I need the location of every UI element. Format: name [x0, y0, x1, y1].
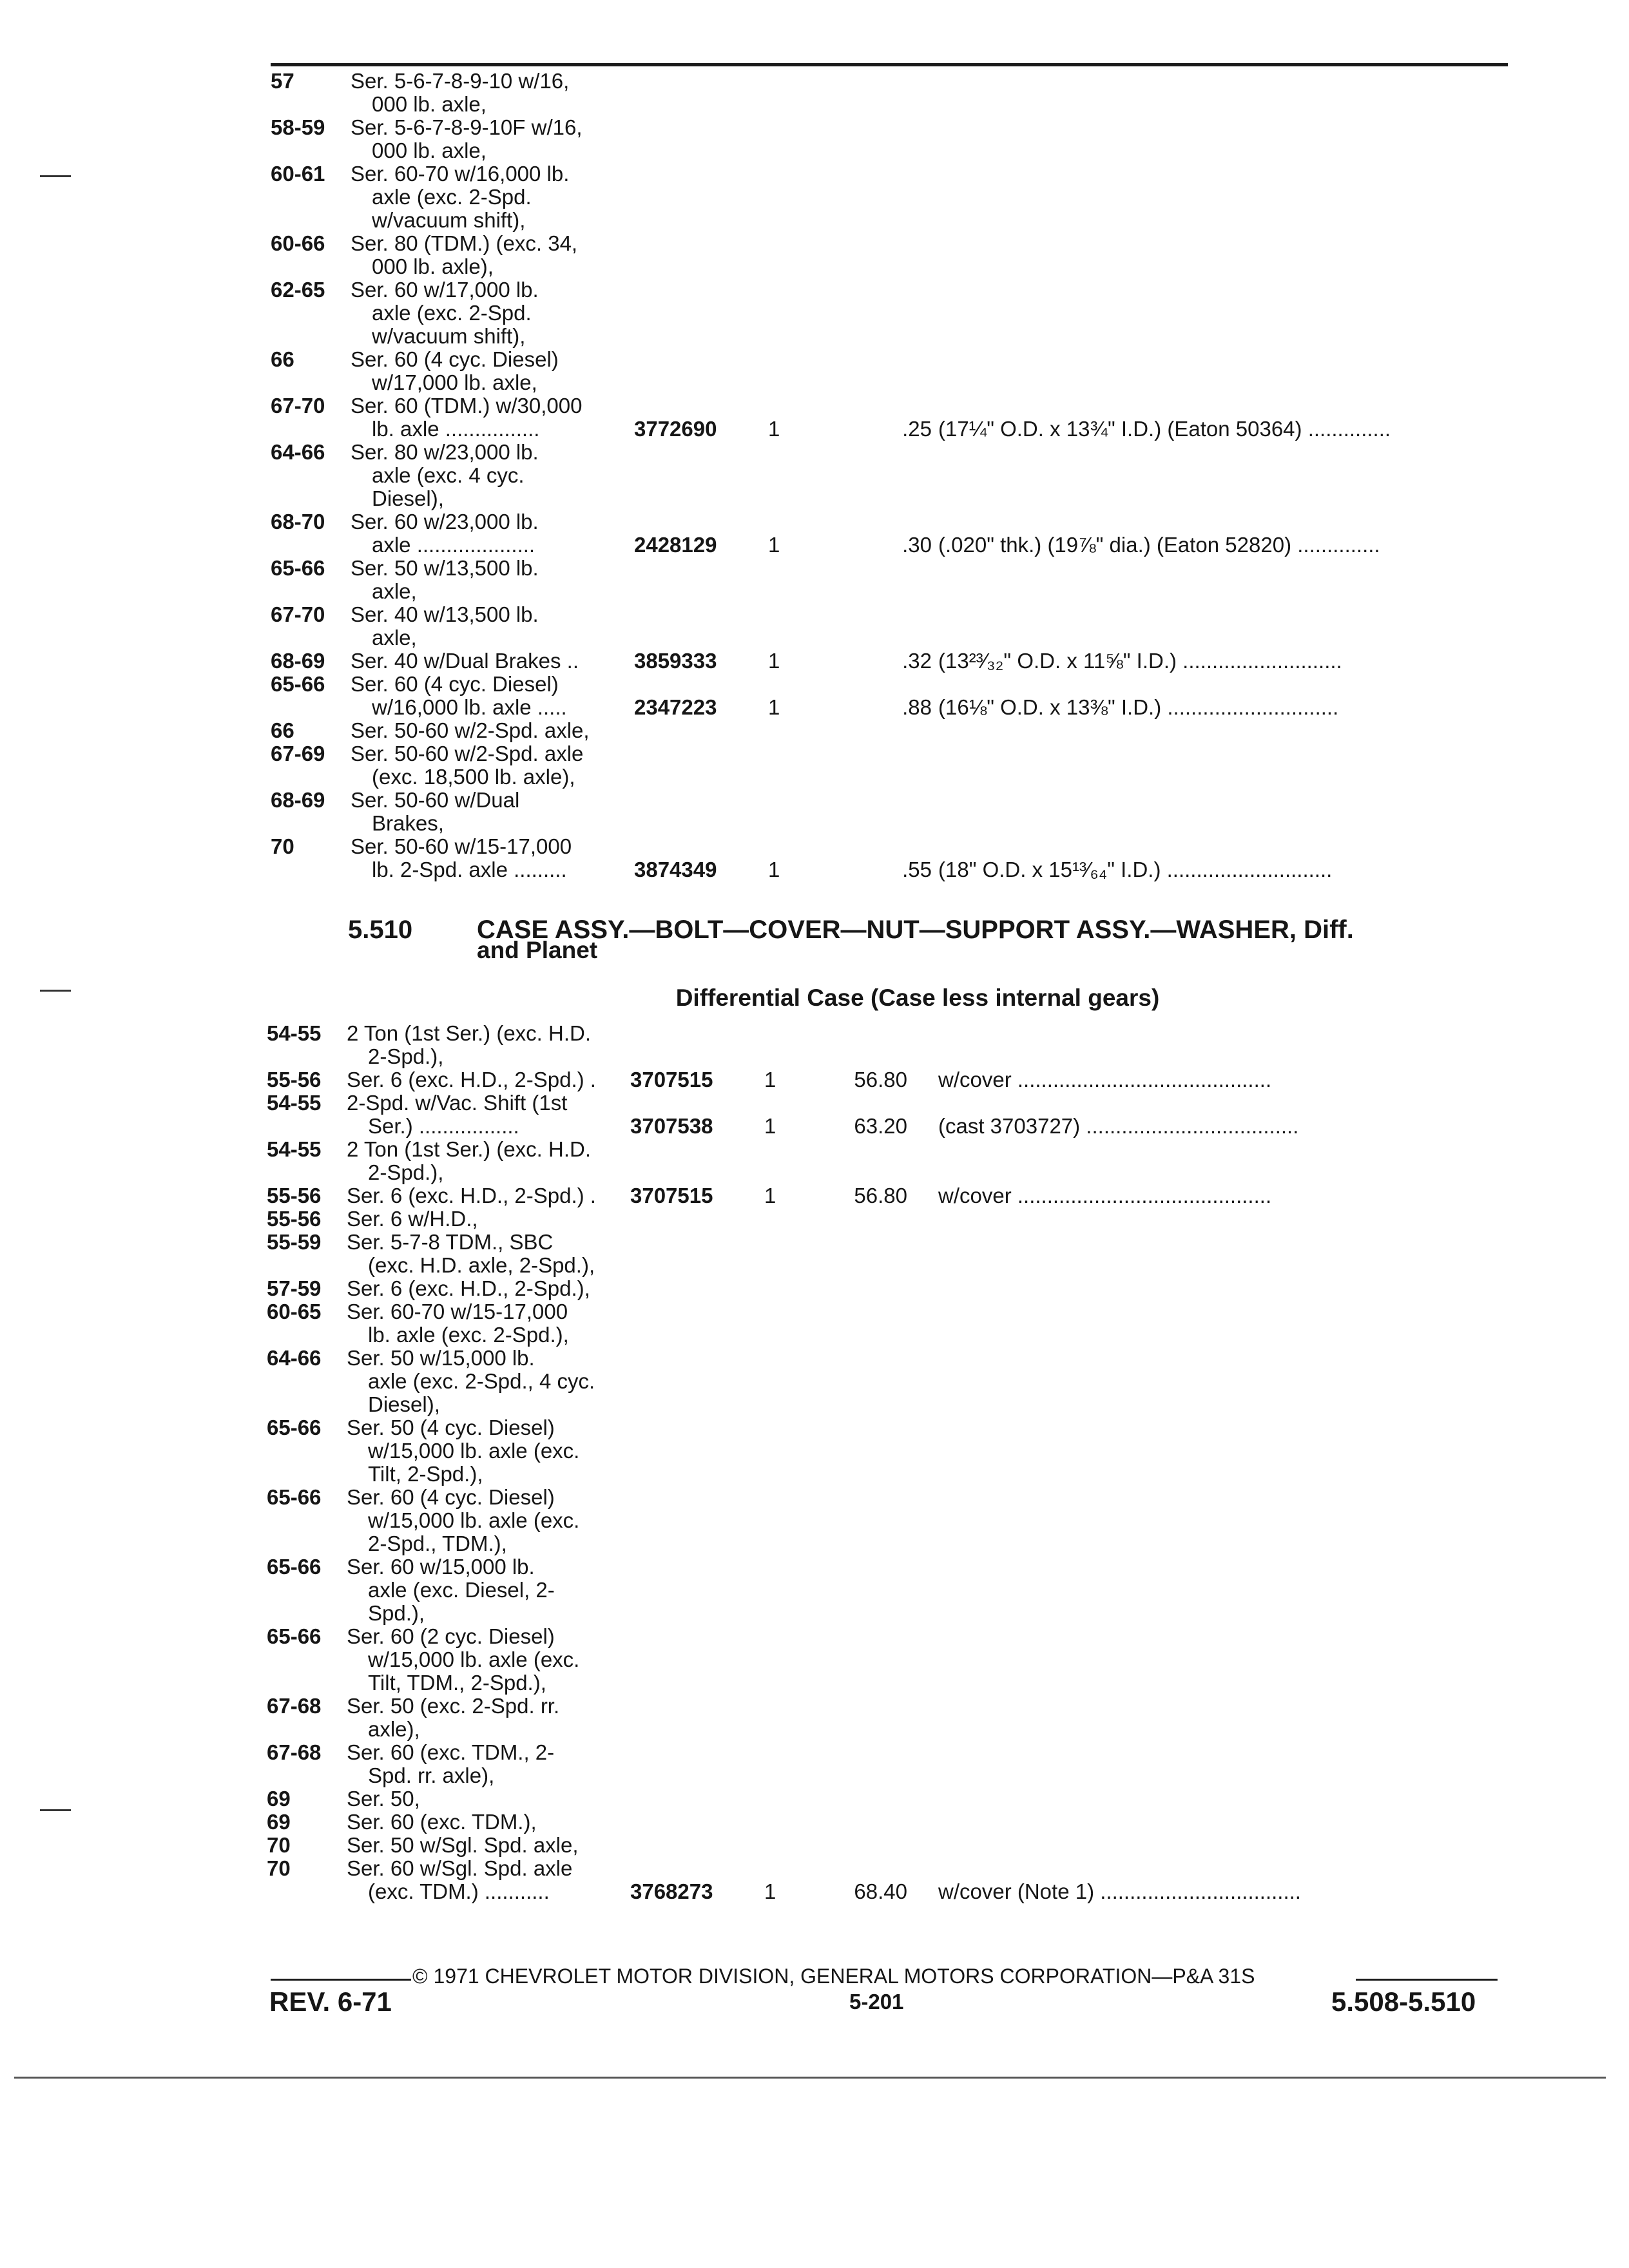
description-line: Ser.) .................: [368, 1114, 519, 1138]
price: .25: [902, 417, 932, 441]
application-description: [347, 1695, 630, 1741]
table-row: [0, 789, 1629, 835]
description-line: Ser. 60 w/17,000 lb.: [351, 278, 539, 302]
description-line: Ser. 60 (4 cyc. Diesel): [351, 347, 559, 371]
description-line: Ser. 60 (4 cyc. Diesel): [347, 1485, 555, 1509]
description-line: 000 lb. axle),: [372, 255, 494, 278]
description-line: Ser. 60 w/23,000 lb.: [351, 510, 539, 533]
description-line: Ser. 5-7-8 TDM., SBC: [347, 1230, 554, 1254]
description-line: Ser. 6 w/H.D.,: [347, 1207, 478, 1231]
description-line: Ser. 5-6-7-8-9-10F w/16,: [351, 115, 583, 139]
description-line: axle),: [368, 1717, 420, 1741]
footer-rule: [1356, 1979, 1498, 1981]
table-row: [0, 1184, 1629, 1207]
section-range: 5.508-5.510: [1331, 1986, 1476, 2017]
table-row: [0, 1857, 1629, 1903]
table-row: [0, 649, 1629, 673]
part-number: 3859333: [634, 649, 717, 673]
quantity: 1: [768, 858, 780, 881]
description-line: (exc. 18,500 lb. axle),: [372, 765, 575, 789]
section-subheading: Differential Case (Case less internal gears): [675, 985, 1160, 1011]
top-rule: [271, 63, 1508, 66]
model-years: 68-70: [271, 510, 325, 533]
section-title: CASE ASSY.—BOLT—COVER—NUT—SUPPORT ASSY.—WASHER, Diff.: [477, 916, 1354, 944]
application-description: [351, 441, 634, 510]
description-line: Ser. 50 (exc. 2-Spd. rr.: [347, 1694, 560, 1718]
model-years: 57: [271, 69, 294, 93]
description-line: Ser. 6 (exc. H.D., 2-Spd.),: [347, 1276, 590, 1300]
description-line: 2 Ton (1st Ser.) (exc. H.D.: [347, 1021, 592, 1045]
description-line: w/16,000 lb. axle .....: [372, 695, 567, 719]
table-row: [0, 1300, 1629, 1347]
description-line: Diesel),: [368, 1392, 440, 1416]
table-row: [0, 162, 1629, 232]
description-line: 2 Ton (1st Ser.) (exc. H.D.: [347, 1137, 592, 1161]
model-years: 55-59: [267, 1230, 322, 1254]
table-row: [0, 116, 1629, 162]
model-years: 64-66: [271, 440, 325, 464]
model-years: 57-59: [267, 1276, 322, 1300]
description-line: Ser. 40 w/13,500 lb.: [351, 602, 539, 626]
application-description: [351, 603, 634, 649]
table-row: [0, 1347, 1629, 1416]
table-row: [0, 1416, 1629, 1486]
model-years: 66: [271, 347, 294, 371]
table-row: [0, 1834, 1629, 1857]
description-line: Ser. 50 w/Sgl. Spd. axle,: [347, 1833, 579, 1857]
description-line: Ser. 50-60 w/15-17,000: [351, 834, 572, 858]
quantity: 1: [768, 417, 780, 441]
model-years: 60-61: [271, 162, 325, 186]
table-row: [0, 742, 1629, 789]
model-years: 68-69: [271, 649, 325, 673]
price: .32: [902, 649, 932, 673]
description-line: axle (exc. 2-Spd.: [372, 301, 532, 325]
description-line: 2-Spd.),: [368, 1160, 444, 1184]
description-line: axle (exc. 2-Spd.: [372, 185, 532, 209]
table-row: [0, 1068, 1629, 1091]
description-line: w/15,000 lb. axle (exc.: [368, 1648, 580, 1671]
description-line: w/15,000 lb. axle (exc.: [368, 1508, 580, 1532]
quantity: 1: [768, 695, 780, 719]
table-row: [0, 394, 1629, 441]
description-line: Ser. 60-70 w/16,000 lb.: [351, 162, 570, 186]
description-line: Ser. 6 (exc. H.D., 2-Spd.) .: [347, 1068, 596, 1091]
model-years: 67-70: [271, 602, 325, 626]
application-description: [347, 1787, 630, 1811]
revision-label: REV. 6-71: [269, 1986, 392, 2017]
table-row: [0, 510, 1629, 557]
application-description: [351, 232, 634, 278]
description-line: (exc. H.D. axle, 2-Spd.),: [368, 1253, 595, 1277]
application-description: [347, 1277, 630, 1300]
part-number: 3772690: [634, 417, 717, 441]
description-line: Ser. 50-60 w/Dual: [351, 788, 520, 812]
description-line: lb. 2-Spd. axle .........: [372, 858, 567, 881]
table-row: [0, 1207, 1629, 1231]
description-line: Ser. 60 (exc. TDM., 2-: [347, 1740, 555, 1764]
description-line: axle (exc. 4 cyc.: [372, 463, 525, 487]
model-years: 66: [271, 718, 294, 742]
description-line: axle,: [372, 626, 417, 649]
model-years: 68-69: [271, 788, 325, 812]
table-row: [0, 1787, 1629, 1811]
model-years: 55-56: [267, 1207, 322, 1231]
application-description: [351, 116, 634, 162]
application-description: [347, 1091, 630, 1138]
description-line: Ser. 50-60 w/2-Spd. axle,: [351, 718, 590, 742]
section-number: 5.510: [348, 916, 413, 944]
part-notes: w/cover (Note 1) ..................................: [938, 1880, 1301, 1903]
application-description: [347, 1486, 630, 1555]
model-years: 65-66: [271, 556, 325, 580]
application-description: [347, 1857, 630, 1903]
table-row: [0, 1625, 1629, 1695]
description-line: Brakes,: [372, 811, 444, 835]
application-description: [347, 1068, 630, 1091]
table-row: [0, 1091, 1629, 1138]
part-notes: w/cover ...........................................: [938, 1184, 1272, 1207]
description-line: w/15,000 lb. axle (exc.: [368, 1439, 580, 1463]
table-row: [0, 603, 1629, 649]
model-years: 64-66: [267, 1346, 322, 1370]
price: 63.20: [854, 1114, 907, 1138]
description-line: Ser. 60 (TDM.) w/30,000: [351, 394, 583, 418]
model-years: 65-66: [267, 1624, 322, 1648]
quantity: 1: [764, 1879, 776, 1903]
description-line: lb. axle ................: [372, 417, 540, 441]
model-years: 65-66: [267, 1416, 322, 1439]
model-years: 67-69: [271, 742, 325, 765]
application-description: [351, 557, 634, 603]
table-row: [0, 835, 1629, 881]
model-years: 60-65: [267, 1300, 322, 1323]
model-years: 54-55: [267, 1137, 322, 1161]
part-number: 3707515: [630, 1184, 713, 1207]
application-description: [351, 835, 634, 881]
model-years: 70: [271, 834, 294, 858]
description-line: Ser. 60 (exc. TDM.),: [347, 1810, 537, 1834]
model-years: 54-55: [267, 1091, 322, 1115]
application-description: [347, 1347, 630, 1416]
model-years: 55-56: [267, 1068, 322, 1091]
model-years: 65-66: [271, 672, 325, 696]
quantity: 1: [768, 533, 780, 557]
description-line: 2-Spd. w/Vac. Shift (1st: [347, 1091, 568, 1115]
application-description: [351, 789, 634, 835]
description-line: 000 lb. axle,: [372, 92, 487, 116]
application-description: [347, 1022, 630, 1068]
model-years: 62-65: [271, 278, 325, 302]
description-line: w/17,000 lb. axle,: [372, 370, 537, 394]
description-line: 2-Spd.),: [368, 1044, 444, 1068]
part-notes: (18" O.D. x 15¹³⁄₆₄" I.D.) ............................: [938, 858, 1333, 881]
description-line: Ser. 40 w/Dual Brakes ..: [351, 649, 579, 673]
page-number: 5-201: [849, 1990, 904, 2013]
description-line: Ser. 50-60 w/2-Spd. axle: [351, 742, 584, 765]
part-number: 3707515: [630, 1068, 713, 1091]
description-line: axle (exc. 2-Spd., 4 cyc.: [368, 1369, 595, 1393]
description-line: lb. axle (exc. 2-Spd.),: [368, 1323, 569, 1347]
description-line: w/vacuum shift),: [372, 324, 526, 348]
table-row: [0, 232, 1629, 278]
application-description: [347, 1184, 630, 1207]
application-description: [347, 1811, 630, 1834]
description-line: Tilt, TDM., 2-Spd.),: [368, 1671, 546, 1695]
application-description: [347, 1834, 630, 1857]
copyright-notice: © 1971 CHEVROLET MOTOR DIVISION, GENERAL MOTORS CORPORATION—P&A 31S: [412, 1965, 1255, 1988]
part-number: 3874349: [634, 858, 717, 881]
table-row: [0, 719, 1629, 742]
model-years: 65-66: [267, 1555, 322, 1579]
table-row: [0, 1555, 1629, 1625]
table-row: [0, 1231, 1629, 1277]
table-row: [0, 278, 1629, 348]
table-row: [0, 1022, 1629, 1068]
description-line: (exc. TDM.) ...........: [368, 1879, 550, 1903]
model-years: 54-55: [267, 1021, 322, 1045]
table-row: [0, 70, 1629, 116]
description-line: Ser. 60 (2 cyc. Diesel): [347, 1624, 555, 1648]
application-description: [347, 1231, 630, 1277]
description-line: axle,: [372, 579, 417, 603]
description-line: w/vacuum shift),: [372, 208, 526, 232]
part-number: 3707538: [630, 1114, 713, 1138]
part-notes: (.020" thk.) (19⅞" dia.) (Eaton 52820) ..............: [938, 533, 1380, 557]
quantity: 1: [768, 649, 780, 673]
model-years: 65-66: [267, 1485, 322, 1509]
table-row: [0, 1138, 1629, 1184]
price: .30: [902, 533, 932, 557]
model-years: 70: [267, 1833, 291, 1857]
price: 56.80: [854, 1184, 907, 1207]
price: .88: [902, 695, 932, 719]
description-line: Spd. rr. axle),: [368, 1763, 495, 1787]
application-description: [351, 278, 634, 348]
description-line: Spd.),: [368, 1601, 425, 1625]
table-row: [0, 673, 1629, 719]
model-years: 69: [267, 1787, 291, 1811]
model-years: 60-66: [271, 231, 325, 255]
description-line: 2-Spd., TDM.),: [368, 1532, 507, 1555]
model-years: 70: [267, 1856, 291, 1880]
application-description: [351, 719, 634, 742]
model-years: 55-56: [267, 1184, 322, 1207]
part-notes: (17¼" O.D. x 13¾" I.D.) (Eaton 50364) ..............: [938, 418, 1391, 441]
model-years: 67-68: [267, 1740, 322, 1764]
application-description: [351, 742, 634, 789]
quantity: 1: [764, 1184, 776, 1207]
parts-table-5-508: [0, 70, 1629, 881]
description-line: Ser. 50 w/13,500 lb.: [351, 556, 539, 580]
application-description: [351, 673, 634, 719]
part-number: 2428129: [634, 533, 717, 557]
description-line: Ser. 60-70 w/15-17,000: [347, 1300, 568, 1323]
table-row: [0, 1486, 1629, 1555]
part-notes: (13²³⁄₃₂" O.D. x 11⅝" I.D.) ...........................: [938, 649, 1342, 673]
model-years: 67-70: [271, 394, 325, 418]
description-line: Ser. 50 w/15,000 lb.: [347, 1346, 535, 1370]
price: 68.40: [854, 1879, 907, 1903]
description-line: Ser. 5-6-7-8-9-10 w/16,: [351, 69, 570, 93]
part-number: 3768273: [630, 1879, 713, 1903]
description-line: Tilt, 2-Spd.),: [368, 1462, 483, 1486]
description-line: Diesel),: [372, 486, 444, 510]
application-description: [351, 70, 634, 116]
application-description: [347, 1555, 630, 1625]
table-row: [0, 1741, 1629, 1787]
application-description: [347, 1416, 630, 1486]
footer-rule: [271, 1979, 411, 1981]
table-row: [0, 557, 1629, 603]
part-notes: (16⅛" O.D. x 13⅜" I.D.) .............................: [938, 696, 1339, 719]
table-row: [0, 1811, 1629, 1834]
application-description: [351, 394, 634, 441]
description-line: Ser. 80 (TDM.) (exc. 34,: [351, 231, 578, 255]
description-line: 000 lb. axle,: [372, 139, 487, 162]
application-description: [347, 1207, 630, 1231]
quantity: 1: [764, 1114, 776, 1138]
application-description: [351, 510, 634, 557]
description-line: Ser. 60 w/Sgl. Spd. axle: [347, 1856, 573, 1880]
application-description: [347, 1625, 630, 1695]
description-line: Ser. 50 (4 cyc. Diesel): [347, 1416, 555, 1439]
model-years: 58-59: [271, 115, 325, 139]
application-description: [347, 1138, 630, 1184]
table-row: [0, 1277, 1629, 1300]
description-line: Ser. 6 (exc. H.D., 2-Spd.) .: [347, 1184, 596, 1207]
description-line: axle ....................: [372, 533, 535, 557]
application-description: [351, 162, 634, 232]
price: 56.80: [854, 1068, 907, 1091]
part-notes: (cast 3703727) ....................................: [938, 1115, 1299, 1138]
parts-table-5-510: [0, 1022, 1629, 1903]
model-years: 69: [267, 1810, 291, 1834]
application-description: [351, 348, 634, 394]
table-row: [0, 348, 1629, 394]
section-title-cont: and Planet: [477, 937, 598, 963]
part-notes: w/cover ...........................................: [938, 1068, 1272, 1091]
description-line: Ser. 80 w/23,000 lb.: [351, 440, 539, 464]
application-description: [347, 1300, 630, 1347]
table-row: [0, 441, 1629, 510]
description-line: Ser. 50,: [347, 1787, 420, 1811]
description-line: axle (exc. Diesel, 2-: [368, 1578, 555, 1602]
model-years: 67-68: [267, 1694, 322, 1718]
application-description: [351, 649, 634, 673]
part-number: 2347223: [634, 695, 717, 719]
description-line: Ser. 60 (4 cyc. Diesel): [351, 672, 559, 696]
bottom-rule: [14, 2077, 1606, 2079]
price: .55: [902, 858, 932, 881]
description-line: Ser. 60 w/15,000 lb.: [347, 1555, 535, 1579]
table-row: [0, 1695, 1629, 1741]
application-description: [347, 1741, 630, 1787]
quantity: 1: [764, 1068, 776, 1091]
